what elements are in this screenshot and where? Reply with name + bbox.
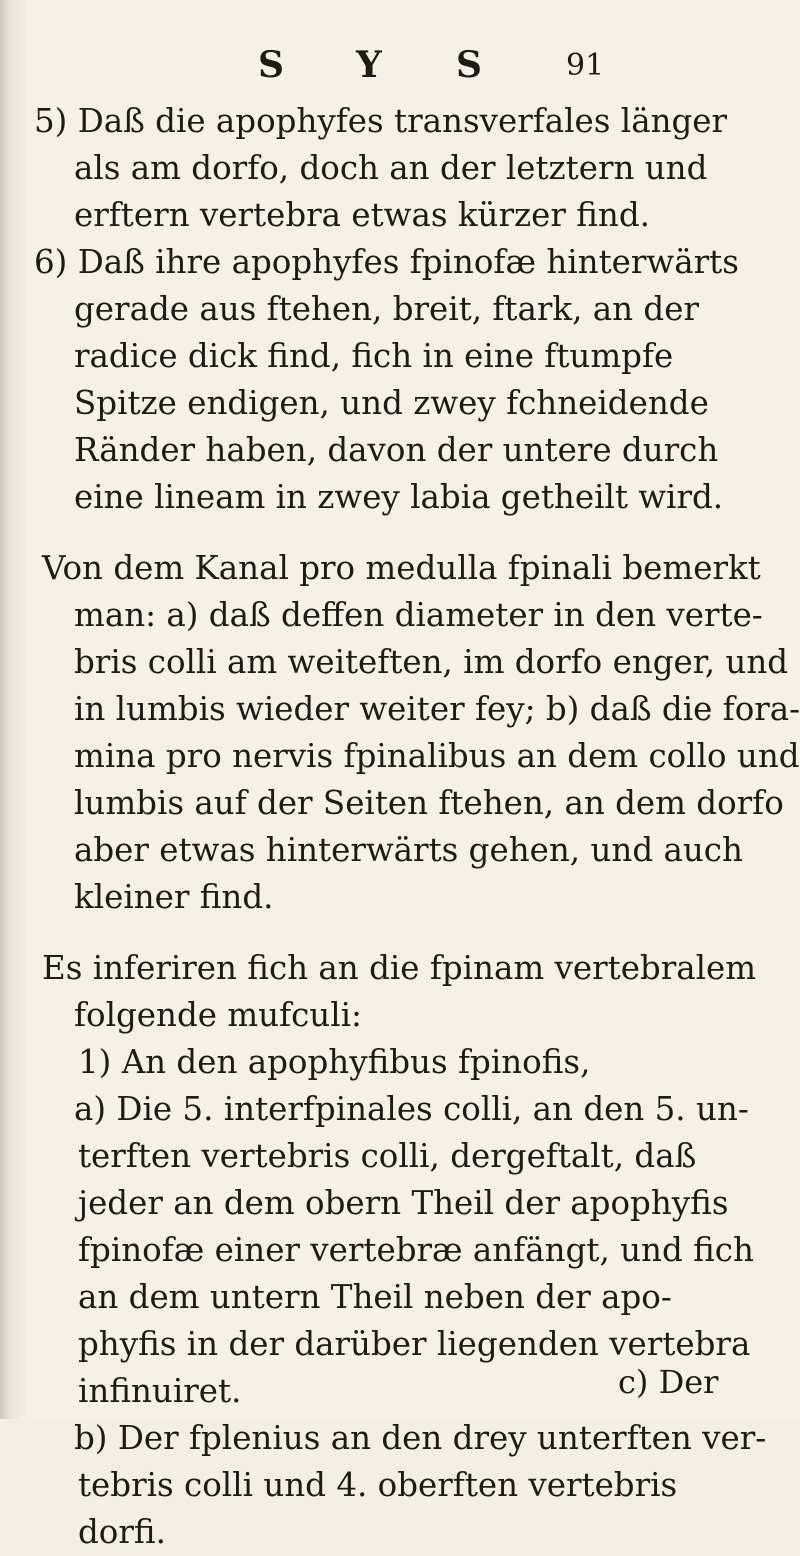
- text-line: gerade aus ftehen, breit, ftark, an der: [74, 290, 699, 328]
- text-line: lumbis auf der Seiten ftehen, an dem dorfo: [74, 784, 784, 822]
- text-line: folgende mufculi:: [74, 996, 362, 1034]
- text-line: 1) An den apophyfibus fpinofis,: [78, 1043, 591, 1081]
- signature-mid: Y: [356, 44, 382, 86]
- text-line: tebris colli und 4. oberften vertebris: [78, 1466, 678, 1504]
- text-line: infinuiret.: [78, 1372, 242, 1410]
- body-text: [34, 98, 800, 1556]
- text-line: jeder an dem obern Theil der apophyfis: [78, 1184, 729, 1222]
- text-line: an dem untern Theil neben der apo-: [78, 1278, 672, 1316]
- text-line: Spitze endigen, und zwey fchneidende: [74, 384, 709, 422]
- text-line: eine lineam in zwey labia getheilt wird.: [74, 478, 724, 516]
- signature-right: S: [456, 44, 482, 86]
- text-line: 6) Daß ihre apophyfes fpinofæ hinterwärts: [34, 243, 739, 281]
- text-line: als am dorfo, doch an der letztern und: [74, 149, 708, 187]
- text-line: Es inferiren fich an die fpinam vertebralem: [42, 949, 757, 987]
- page-number: 91: [566, 48, 605, 83]
- text-line: in lumbis wieder weiter fey; b) daß die fora-: [74, 690, 800, 728]
- text-line: 5) Daß die apophyfes transverfales länger: [34, 102, 728, 140]
- text-line: mina pro nervis fpinalibus an dem collo und: [74, 737, 800, 775]
- paragraph-gap: [34, 921, 784, 945]
- text-line: Von dem Kanal pro medulla fpinali bemerkt: [42, 549, 761, 587]
- text-line: aber etwas hinterwärts gehen, und auch: [74, 831, 743, 869]
- signature-left: S: [258, 44, 284, 86]
- text-line: kleiner find.: [74, 878, 274, 916]
- text-line: Ränder haben, davon der untere durch: [74, 431, 719, 469]
- text-line: a) Die 5. interfpinales colli, an den 5. un-: [74, 1090, 749, 1128]
- text-line: dorfi.: [78, 1513, 166, 1551]
- text-line: terften vertebris colli, dergeftalt, daß: [78, 1137, 697, 1175]
- text-line: erftern vertebra etwas kürzer find.: [74, 196, 650, 234]
- text-line: b) Der fplenius an den drey unterften ver-: [74, 1419, 767, 1457]
- page-header: [0, 44, 800, 94]
- text-line: phyfis in der darüber liegenden vertebra: [78, 1325, 751, 1363]
- text-line: man: a) daß deffen diameter in den verte-: [74, 596, 763, 634]
- catchword: c) Der: [618, 1363, 719, 1401]
- text-line: radice dick find, fich in eine ftumpfe: [74, 337, 674, 375]
- paragraph-gap: [34, 521, 784, 545]
- text-line: bris colli am weiteften, im dorfo enger, und: [74, 643, 789, 681]
- text-line: fpinofæ einer vertebræ anfängt, und fich: [78, 1231, 754, 1269]
